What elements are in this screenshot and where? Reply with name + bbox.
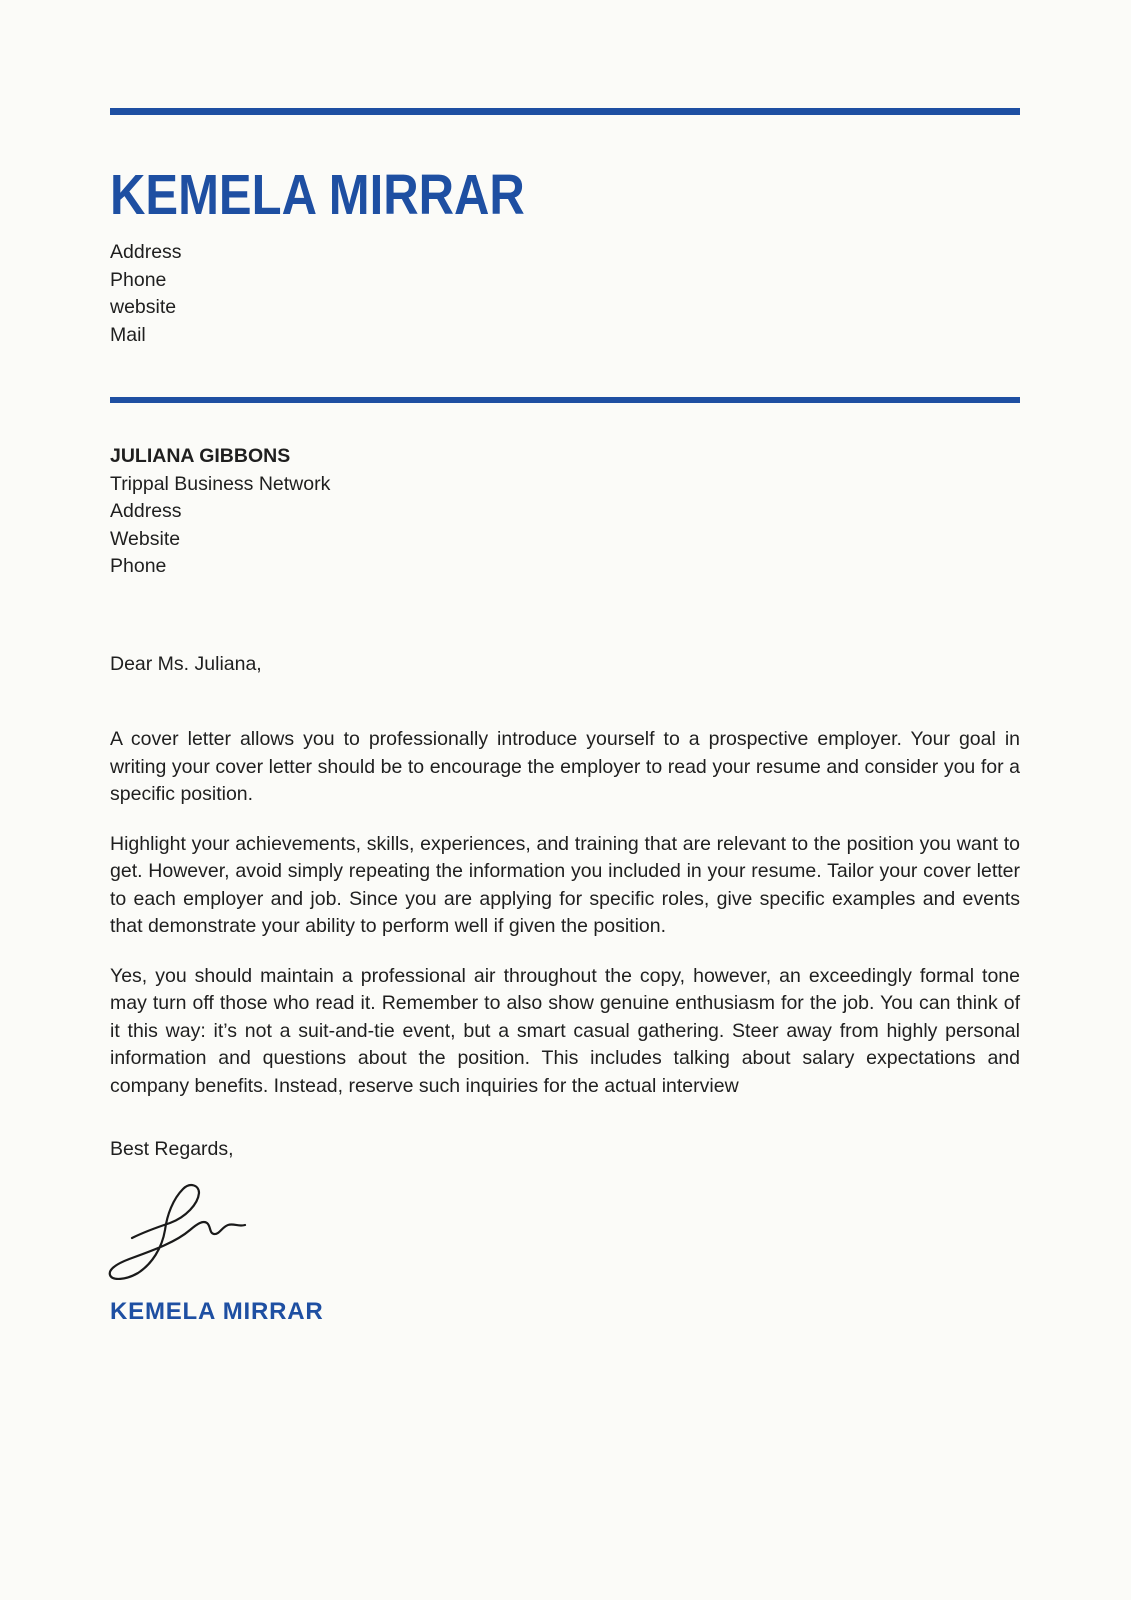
recipient-name: JULIANA GIBBONS <box>110 445 291 467</box>
recipient-address-line: Address <box>110 500 182 522</box>
salutation: Dear Ms. Juliana, <box>110 652 262 675</box>
handwritten-signature-image <box>106 1180 264 1284</box>
sender-mail-line: Mail <box>110 323 146 346</box>
recipient-company-line: Trippal Business Network <box>110 472 331 495</box>
signature-stroke <box>110 1185 245 1279</box>
body-paragraph: Highlight your achievements, skills, experiences, and training that are relevant to the position you want to get. However, avoid simply repeating the information you included in your resume. Tailor your cover letter to each employer and job. Since you are applying for specific roles, give specific examples and events that demonstrate your ability to perform well if given the position. <box>110 832 1020 937</box>
sender-name-heading: KEMELA MIRRAR <box>110 163 525 227</box>
sender-address-line: Address <box>110 241 182 263</box>
sender-website-line: website <box>110 296 177 318</box>
top-divider <box>110 108 1020 115</box>
recipient-website-line: Website <box>110 527 181 550</box>
sender-contact-block <box>110 239 1020 349</box>
section-divider <box>110 397 1020 403</box>
closing-line: Best Regards, <box>110 1138 234 1160</box>
recipient-block <box>110 443 1020 581</box>
signature-name: KEMELA MIRRAR <box>110 1297 324 1325</box>
body-paragraph: Yes, you should maintain a professional air throughout the copy, however, an exceedingly formal tone may turn off those who read it. Remember to also show genuine enthusiasm for the job. You can think of it this way: it’s not a suit-and-tie event, but a smart casual gathering. Steer away from highly personal information and questions about the position. This includes talking about salary expectations and company benefits. Instead, reserve such inquiries for the actual interview <box>110 964 1020 1097</box>
sender-phone-line: Phone <box>110 268 167 291</box>
body-paragraph: A cover letter allows you to professionally introduce yourself to a prospective employer. Your goal in writing your cover letter should be to encourage the employer to read your resume and consider you for a specific position. <box>110 728 1020 805</box>
recipient-phone-line: Phone <box>110 555 167 577</box>
